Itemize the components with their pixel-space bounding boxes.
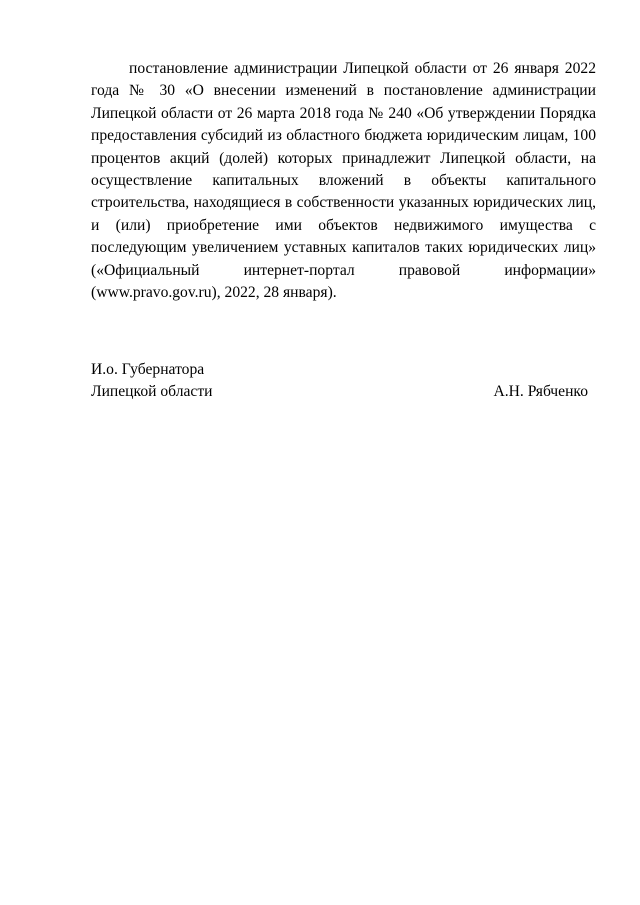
- document-paragraph: постановление администрации Липецкой области от 26 января 2022 года № 30 «О внесении изменений в постановление администрации Липецкой области от 26 марта 2018 года № 240 «Об утверждении Порядка предоставления субсидий из областного бюджета юридическим лицам, 100 процентов акций (долей) которых принадлежит Липецкой области, на осуществление капитальных вложений в объекты капитального строительства, находящиеся в собственности указанных юридических лиц, и (или) приобретение ими объектов недвижимого имущества с последующим увеличением уставных капиталов таких юридических лиц» («Официальный интернет-портал правовой информации» (www.pravo.gov.ru), 2022, 28 января).: [91, 60, 596, 302]
- signature-position-line-1: [91, 359, 596, 381]
- signature-position-region: Липецкой области: [91, 383, 213, 400]
- signature-position-title: И.о. Губернатора: [91, 361, 205, 378]
- signature-name: А.Н. Рябченко: [493, 383, 588, 400]
- signature-block: [91, 359, 596, 403]
- signature-position-line-2: [91, 381, 596, 403]
